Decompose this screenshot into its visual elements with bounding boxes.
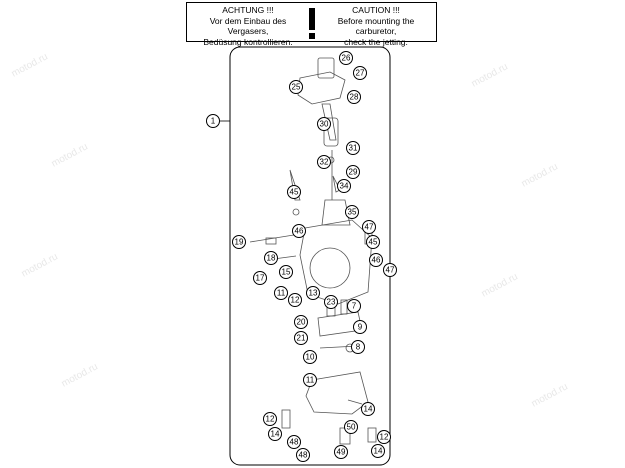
callout-label: 12 [379,432,389,442]
callout-label: 9 [357,322,363,332]
drain-screw-part [282,410,290,428]
callout-12 [289,294,302,307]
watermark: motod.ru [9,51,50,80]
callout-label: 25 [291,82,301,92]
callout-48 [288,436,301,449]
callout-10 [304,351,317,364]
callout-label: 35 [347,207,357,217]
callout-46 [370,254,383,267]
callout-label: 47 [364,222,374,232]
callout-label: 1 [210,116,216,126]
callout-label: 27 [355,68,365,78]
callout-50 [345,421,358,434]
callout-label: 19 [234,237,244,247]
callout-label: 15 [281,267,291,277]
bowl-screw-part [348,400,362,404]
callout-label: 46 [294,226,304,236]
callout-31 [347,142,360,155]
watermark: motod.ru [59,361,100,390]
watermark: motod.ru [49,141,90,170]
callout-14 [372,445,385,458]
callout-12 [378,431,391,444]
callout-label: 14 [363,404,373,414]
callout-label: 48 [289,437,299,447]
callout-label: 20 [296,317,306,327]
callout-17 [254,272,267,285]
english-line-1: Before mounting the carburetor, [337,15,415,36]
callout-45 [367,236,380,249]
callout-label: 28 [349,92,359,102]
callout-47 [363,221,376,234]
callout-48 [297,449,310,462]
callout-label: 12 [265,414,275,424]
callout-30 [318,118,331,131]
bore-part [310,248,350,288]
callout-7 [348,300,361,313]
callout-label: 21 [296,333,306,343]
callout-label: 48 [298,450,308,460]
callout-14 [269,428,282,441]
callout-35 [346,206,359,219]
callout-label: 50 [346,422,356,432]
callout-label: 49 [336,447,346,457]
bowl-screw-right-part [368,428,376,442]
callout-18 [265,252,278,265]
watermark: motod.ru [529,381,570,410]
callout-label: 29 [348,167,358,177]
callout-label: 26 [341,53,351,63]
callout-label: 7 [351,301,357,311]
callout-20 [295,316,308,329]
callout-label: 17 [255,273,265,283]
callout-14 [362,403,375,416]
callout-29 [347,166,360,179]
callout-23 [325,296,338,309]
callout-label: 18 [266,253,276,263]
callout-32 [318,156,331,169]
callout-label: 46 [371,255,381,265]
callout-15 [280,266,293,279]
german-heading: ACHTUNG !!! [222,5,274,15]
callout-label: 11 [305,375,315,385]
watermark: motod.ru [469,61,510,90]
callout-label: 11 [276,288,286,298]
callout-label: 13 [308,288,318,298]
watermark: motod.ru [479,271,520,300]
watermark: motod.ru [19,251,60,280]
english-heading: CAUTION !!! [352,5,400,15]
german-line-1: Vor dem Einbau des Vergasers, [209,15,287,36]
callout-label: 45 [368,237,378,247]
german-line-2: Bedüsung kontrollieren. [203,36,293,47]
callout-34 [338,180,351,193]
callout-46 [293,225,306,238]
callout-9 [354,321,367,334]
callout-26 [340,52,353,65]
callout-28 [348,91,361,104]
small-oring-part [293,209,299,215]
callout-11 [304,374,317,387]
callout-1 [207,115,220,128]
callout-45 [288,186,301,199]
callout-12 [264,413,277,426]
callout-label: 47 [385,265,395,275]
callout-label: 31 [348,143,358,153]
callout-19 [233,236,246,249]
top-cover-part [298,72,345,104]
cable-adjuster-part [318,58,334,78]
english-line-2: check the jetting. [344,36,408,47]
callout-47 [384,264,397,277]
watermark: motod.ru [519,161,560,190]
callout-label: 23 [326,297,336,307]
callout-label: 10 [305,352,315,362]
callout-25 [290,81,303,94]
callout-label: 12 [290,295,300,305]
callout-label: 14 [373,446,383,456]
callout-8 [352,341,365,354]
callout-27 [354,67,367,80]
callout-21 [295,332,308,345]
callout-label: 14 [270,429,280,439]
callout-13 [307,287,320,300]
callout-label: 8 [355,342,361,352]
callout-11 [275,287,288,300]
callout-label: 45 [289,187,299,197]
callout-label: 32 [319,157,329,167]
callout-label: 30 [319,119,329,129]
callout-label: 34 [339,181,349,191]
callout-49 [335,446,348,459]
